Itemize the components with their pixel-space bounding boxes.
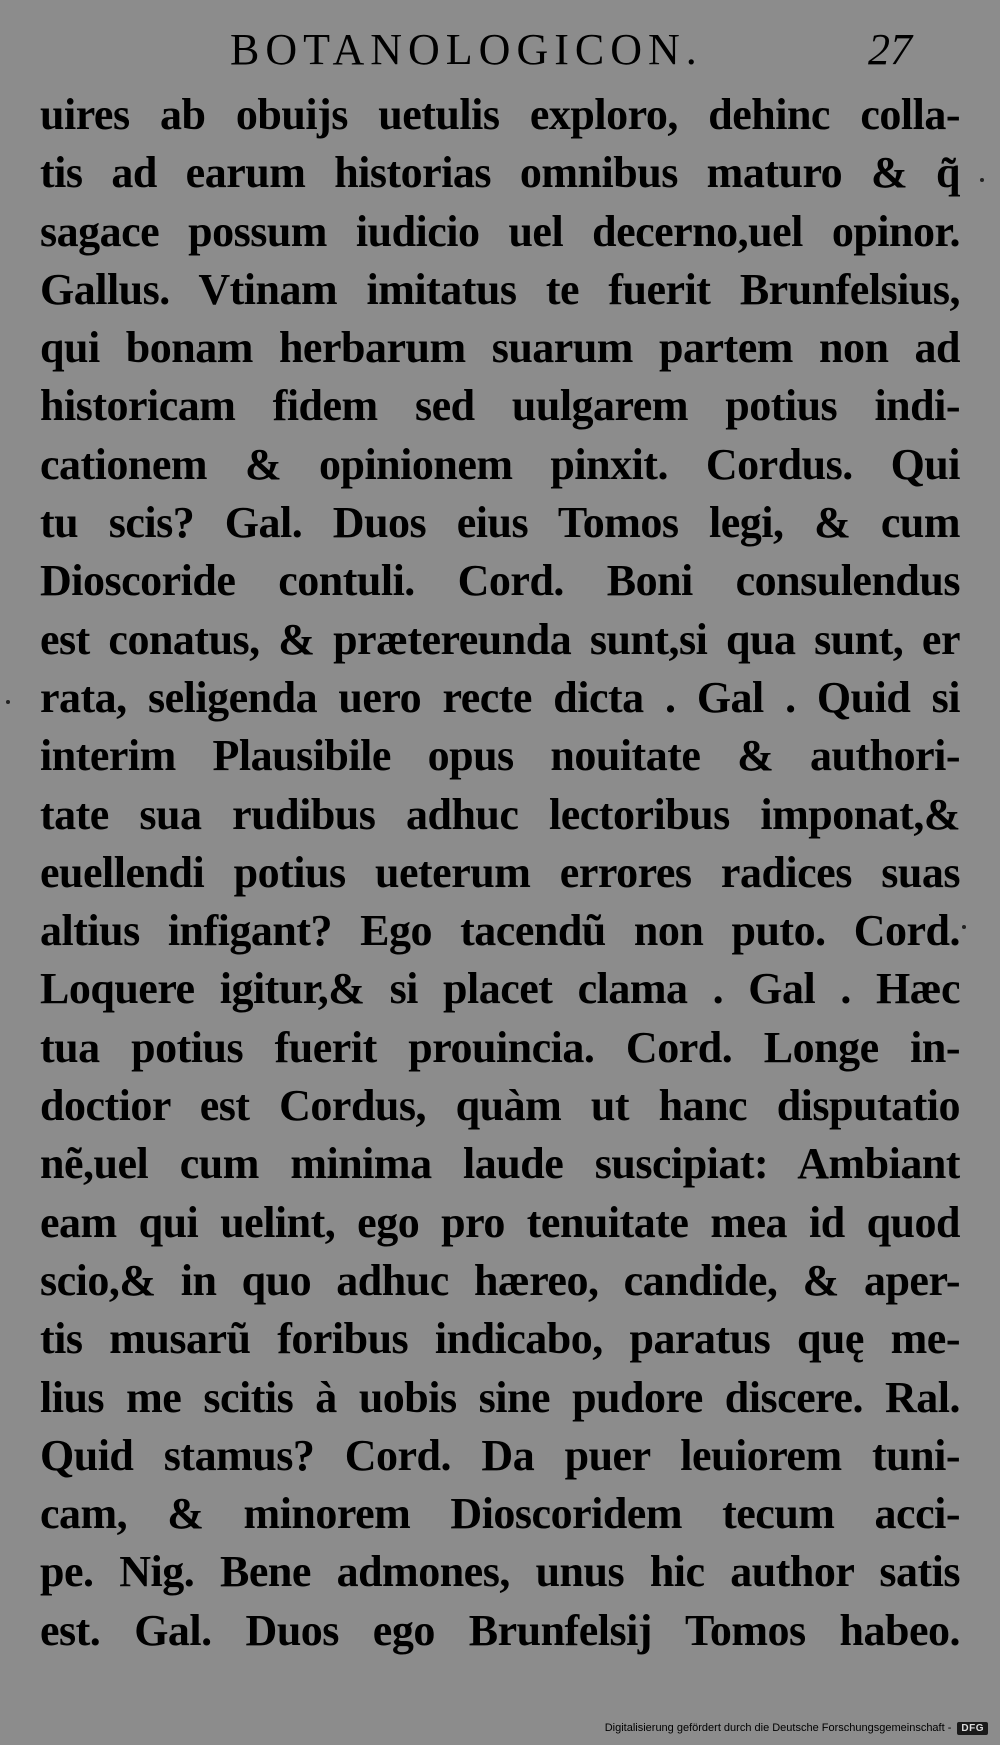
text-line: tua potius fuerit prouincia. Cord. Longe in- (40, 1022, 960, 1072)
ink-speck (980, 178, 984, 182)
text-line: pe. Nig. Bene admones, unus hic author satis (40, 1547, 960, 1597)
text-line: Gallus. Vtinam imitatus te fuerit Brunfelsius, (40, 264, 960, 314)
digitization-footer (605, 1717, 988, 1739)
text-line: nẽ,uel cum minima laude suscipiat: Ambiant (40, 1139, 960, 1189)
page-number: 27 (868, 25, 912, 74)
body-text (40, 86, 960, 1660)
text-line: tis musarũ foribus indicabo, paratus quę me- (40, 1314, 960, 1364)
text-line: qui bonam herbarum suarum partem non ad (40, 323, 960, 373)
text-line: doctior est Cordus, quàm ut hanc disputatio (40, 1081, 960, 1131)
text-line: tate sua rudibus adhuc lectoribus imponat,& (40, 789, 960, 839)
text-line: tu scis? Gal. Duos eius Tomos legi, & cum (40, 498, 960, 548)
text-line: cam, & minorem Dioscoridem tecum acci- (40, 1489, 960, 1539)
text-line: altius infigant? Ego tacendũ non puto. Cord. (40, 906, 960, 956)
text-line: Quid stamus? Cord. Da puer leuiorem tuni- (40, 1430, 960, 1480)
running-title: BOTANOLOGICON. (230, 25, 703, 74)
text-line: historicam fidem sed uulgarem potius indi- (40, 381, 960, 431)
text-line: lius me scitis à uobis sine pudore discere. Ral. (40, 1372, 960, 1422)
ink-speck (6, 700, 10, 704)
text-line: Loquere igitur,& si placet clama . Gal . Hæc (40, 964, 960, 1014)
text-line: cationem & opinionem pinxit. Cordus. Qui (40, 439, 960, 489)
digitization-credit: Digitalisierung gefördert durch die Deutsche Forschungsgemeinschaft - (604, 1722, 952, 1734)
ink-speck (962, 925, 966, 929)
dfg-logo-icon: DFG (957, 1722, 988, 1735)
text-line: eam qui uelint, ego pro tenuitate mea id quod (40, 1197, 960, 1247)
text-line: interim Plausibile opus nouitate & authori- (40, 731, 960, 781)
text-line: sagace possum iudicio uel decerno,uel opinor. (40, 206, 960, 256)
text-line: Dioscoride contuli. Cord. Boni consulendus (40, 556, 960, 606)
text-line: rata, seligenda uero recte dicta . Gal . Quid si (40, 672, 960, 722)
text-line: est. Gal. Duos ego Brunfelsij Tomos habeo. (40, 1605, 960, 1655)
text-line: uires ab obuijs uetulis exploro, dehinc colla- (40, 90, 960, 139)
page-header (0, 18, 1000, 82)
text-line: tis ad earum historias omnibus maturo & q̃ (40, 148, 960, 198)
text-line: euellendi potius ueterum errores radices suas (40, 847, 960, 897)
text-line: scio,& in quo adhuc hæreo, candide, & aper- (40, 1255, 960, 1305)
text-line: est conatus, & prætereunda sunt,si qua sunt, er (40, 614, 960, 664)
